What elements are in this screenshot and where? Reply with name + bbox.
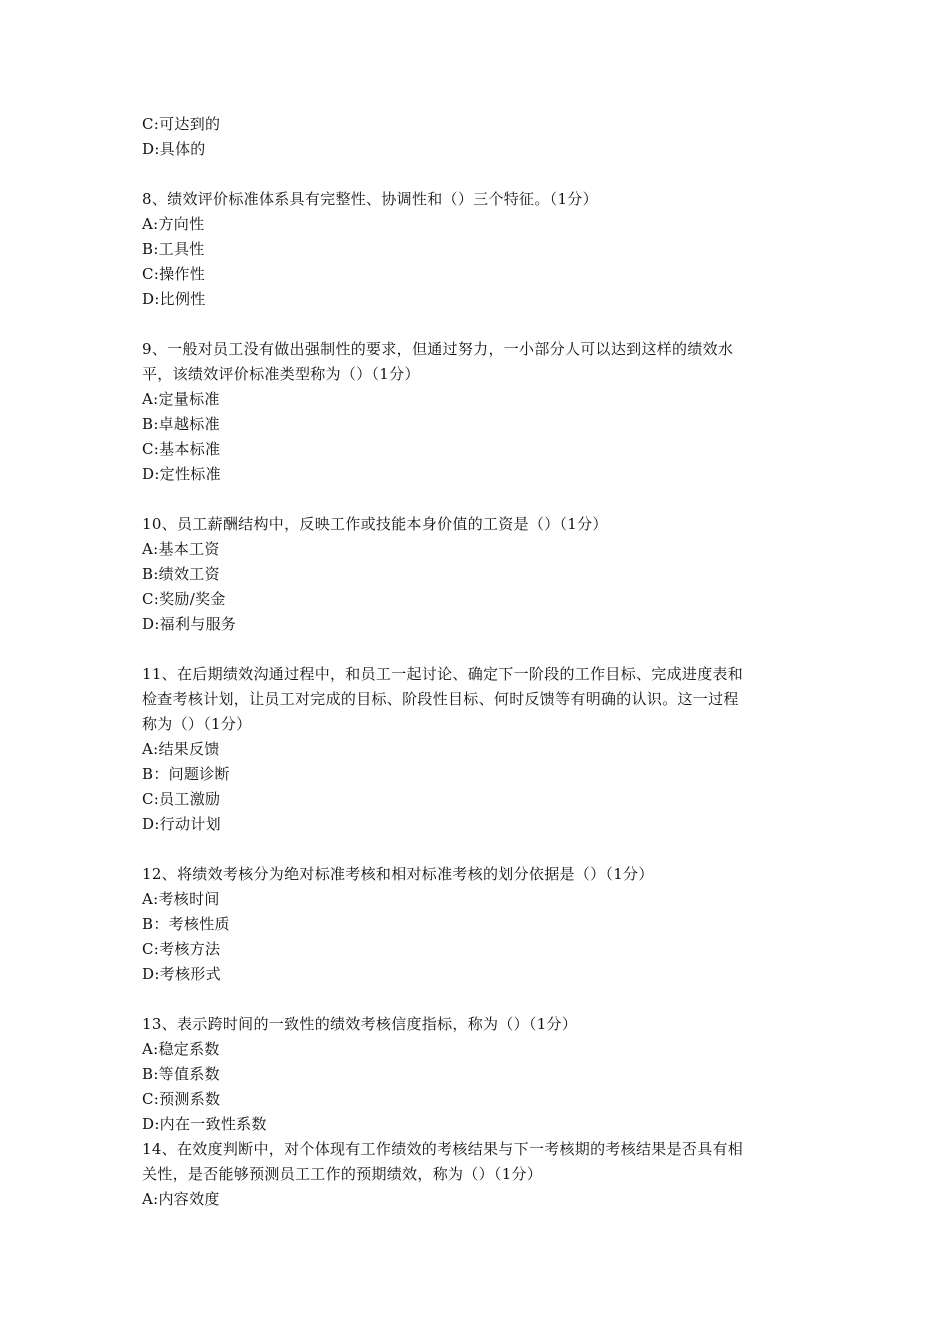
question-stem: 12、将绩效考核分为绝对标准考核和相对标准考核的划分依据是（）（1分） [142,865,654,883]
option: B:卓越标准 [142,415,220,433]
question-13 [142,1012,822,1137]
option: D:比例性 [142,290,206,308]
option: D:行动计划 [142,815,221,833]
question-stem: 平，该绩效评价标准类型称为（）（1分） [142,365,420,383]
question-14 [142,1137,822,1212]
option: C:员工激励 [142,790,221,808]
question-stem: 14、在效度判断中，对个体现有工作绩效的考核结果与下一考核期的考核结果是否具有相 [142,1140,744,1158]
option: C:基本标准 [142,440,221,458]
option: D:考核形式 [142,965,221,983]
option: D:定性标准 [142,465,221,483]
option: D:内在一致性系数 [142,1115,267,1133]
question-stem: 关性，是否能够预测员工工作的预期绩效，称为（）（1分） [142,1165,543,1183]
option: A:稳定系数 [142,1040,220,1058]
question-stem: 检查考核计划，让员工对完成的目标、阶段性目标、何时反馈等有明确的认识。这一过程 [142,690,739,708]
option: C:考核方法 [142,940,221,958]
question-11 [142,662,822,837]
option: C:可达到的 [142,115,221,133]
question-10 [142,512,822,637]
option: A:考核时间 [142,890,220,908]
document-page [142,112,822,1212]
option: A:基本工资 [142,540,220,558]
top-options [142,112,822,162]
question-stem: 10、员工薪酬结构中，反映工作或技能本身价值的工资是（）（1分） [142,515,608,533]
option: D:福利与服务 [142,615,237,633]
option: B:绩效工资 [142,565,220,583]
question-stem: 11、在后期绩效沟通过程中，和员工一起讨论、确定下一阶段的工作目标、完成进度表和 [142,665,744,683]
question-9 [142,337,822,487]
option: B:工具性 [142,240,205,258]
option: B:等值系数 [142,1065,220,1083]
question-stem: 13、表示跨时间的一致性的绩效考核信度指标，称为（）（1分） [142,1015,578,1033]
option: D:具体的 [142,140,206,158]
option: C:预测系数 [142,1090,221,1108]
option: C:操作性 [142,265,206,283]
option: B：考核性质 [142,915,230,933]
option: B：问题诊断 [142,765,230,783]
question-stem: 8、绩效评价标准体系具有完整性、协调性和（）三个特征。（1分） [142,190,598,208]
option: A:定量标准 [142,390,220,408]
option: A:结果反馈 [142,740,220,758]
option: C:奖励/奖金 [142,590,226,608]
option: A:方向性 [142,215,205,233]
question-8 [142,187,822,312]
question-12 [142,862,822,987]
option: A:内容效度 [142,1190,220,1208]
question-stem: 9、一般对员工没有做出强制性的要求，但通过努力，一小部分人可以达到这样的绩效水 [142,340,734,358]
question-stem: 称为（）（1分） [142,715,252,733]
